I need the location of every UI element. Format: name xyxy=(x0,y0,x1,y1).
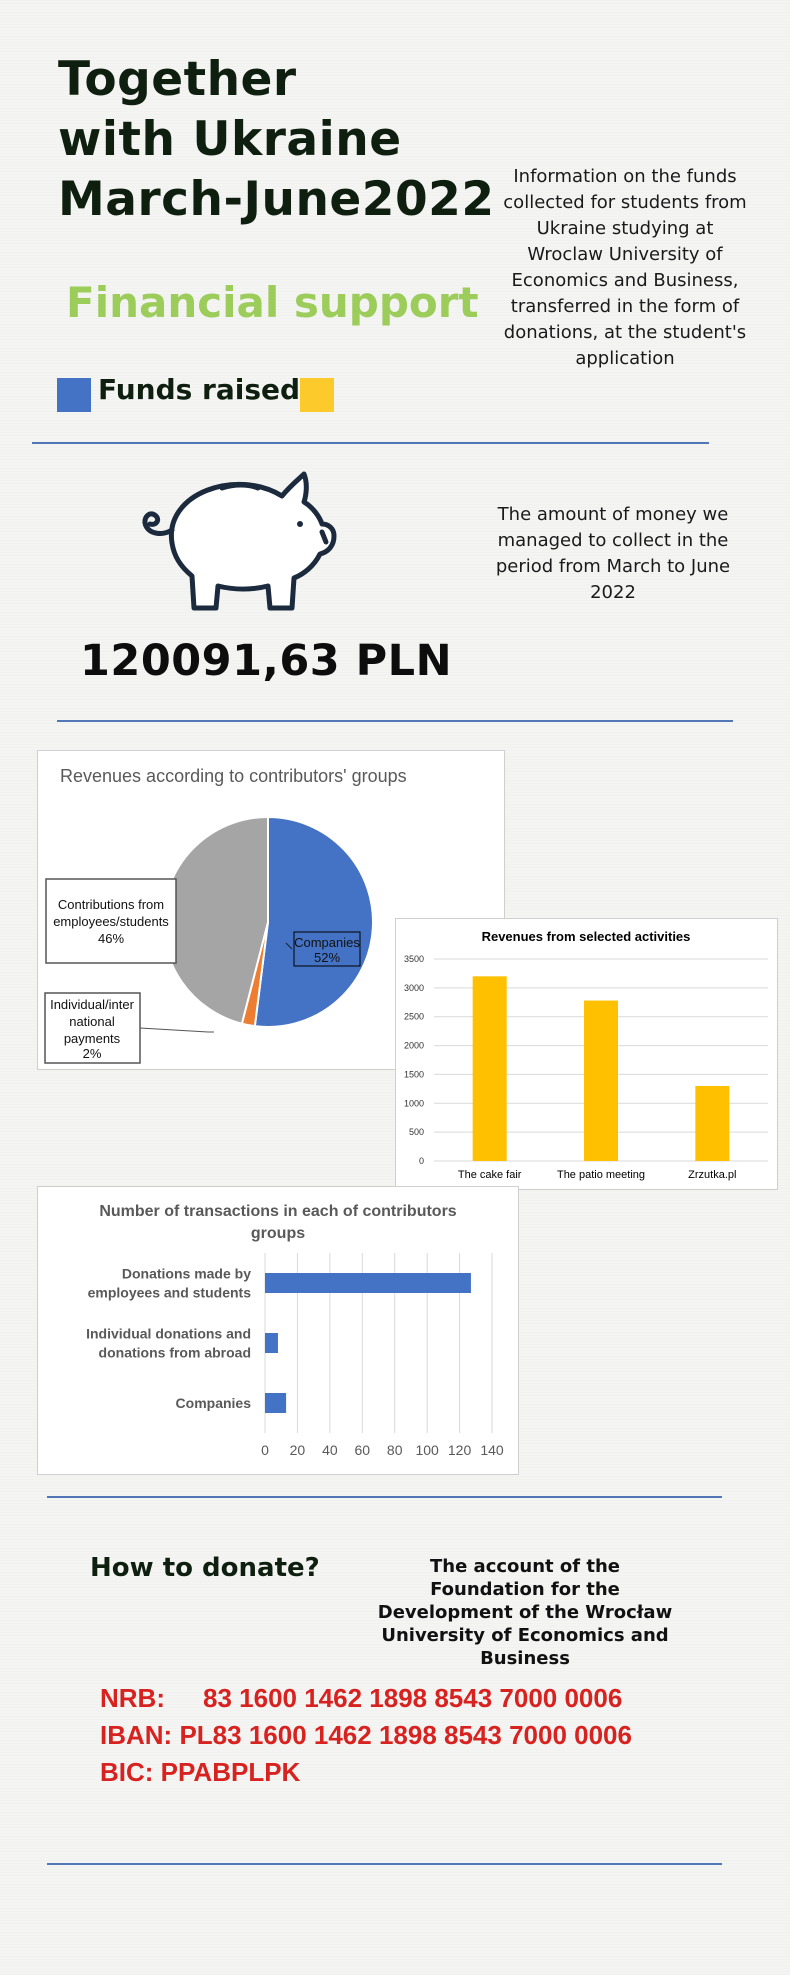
y-tick-label: employees and students xyxy=(87,1284,251,1301)
hbar-chart-card xyxy=(37,1186,519,1475)
amount-description: The amount of money we managed to collect in the period from March to June 2022 xyxy=(495,504,731,603)
donate-heading: How to donate? xyxy=(90,1553,320,1583)
nrb-label: NRB: xyxy=(100,1683,165,1713)
slice-label: national xyxy=(69,1014,115,1029)
leader-line xyxy=(140,1028,214,1032)
amount-value: 120091,63 PLN xyxy=(80,636,453,686)
divider xyxy=(57,720,733,722)
y-tick-label: Donations made by xyxy=(121,1265,251,1282)
x-tick-label: 80 xyxy=(386,1442,403,1458)
nrb-number: 83 1600 1462 1898 8543 7000 0006 xyxy=(203,1683,623,1713)
slice-value: 2% xyxy=(82,1046,102,1061)
bic-row xyxy=(100,1757,300,1788)
piggy-bank-icon xyxy=(122,458,342,628)
slice-label: Individual/inter xyxy=(50,997,134,1012)
x-tick-label: 60 xyxy=(354,1442,371,1458)
bar xyxy=(695,1086,729,1161)
account-title: The account of the Foundation for the Development of the Wrocław University of Economics and Business xyxy=(377,1556,673,1669)
nrb-row xyxy=(100,1683,622,1714)
intro-text: Information on the funds collected for students from Ukraine studying at Wroclaw University of Economics and Business, transferred in the form of donations, at the student's application xyxy=(503,166,747,369)
y-tick-label: 2000 xyxy=(403,1040,424,1051)
pie-slice xyxy=(255,817,373,1027)
x-tick-label: 0 xyxy=(261,1442,269,1458)
hbar-chart xyxy=(38,1187,518,1474)
x-tick-label: 40 xyxy=(322,1442,338,1458)
slice-label: employees/students xyxy=(53,914,169,929)
iban-row xyxy=(100,1720,632,1751)
y-tick-label: 2500 xyxy=(403,1011,424,1022)
x-tick-label: Zrzutka.pl xyxy=(688,1169,737,1181)
x-tick-label: The patio meeting xyxy=(556,1169,646,1181)
slice-label: Companies xyxy=(294,935,360,950)
slice-value: 52% xyxy=(313,950,341,965)
bar-chart-card xyxy=(395,918,778,1190)
y-tick-label: 0 xyxy=(418,1156,424,1166)
bic-code: PPABPLPK xyxy=(160,1757,301,1787)
bar xyxy=(265,1333,278,1353)
slice-label: payments xyxy=(63,1031,121,1046)
slice-label: Contributions from xyxy=(57,897,165,912)
divider xyxy=(47,1496,722,1498)
x-tick-label: 20 xyxy=(289,1442,306,1458)
iban-number: PL83 1600 1462 1898 8543 7000 0006 xyxy=(179,1720,632,1750)
page-title: Together with Ukraine March-June2022 xyxy=(58,52,495,227)
y-tick-label: 1000 xyxy=(403,1098,424,1109)
financial-support-heading: Financial support xyxy=(66,278,479,327)
y-tick-label: 3000 xyxy=(403,982,424,993)
y-tick-label: Individual donations and xyxy=(86,1325,251,1342)
y-tick-label: donations from abroad xyxy=(98,1344,251,1361)
divider xyxy=(32,442,709,444)
chart-title: groups xyxy=(250,1225,306,1242)
bar xyxy=(473,976,507,1161)
x-tick-label: 100 xyxy=(415,1442,439,1458)
x-tick-label: 140 xyxy=(480,1442,504,1458)
bar xyxy=(265,1273,471,1293)
bar xyxy=(265,1393,286,1413)
bar xyxy=(584,1001,618,1161)
chart-title: Revenues according to contributors' groups xyxy=(60,766,407,786)
y-tick-label: 1500 xyxy=(403,1069,424,1080)
iban-label: IBAN: xyxy=(100,1720,173,1750)
legend-blue-swatch xyxy=(57,378,91,412)
divider xyxy=(47,1863,722,1865)
y-tick-label: 500 xyxy=(408,1127,424,1138)
slice-value: 46% xyxy=(97,931,125,946)
y-tick-label: Companies xyxy=(175,1395,251,1411)
x-tick-label: 120 xyxy=(447,1442,472,1458)
legend-yellow-swatch xyxy=(300,378,334,412)
legend-label: Funds raised xyxy=(98,373,301,406)
y-tick-label: 3500 xyxy=(403,954,424,964)
bar-chart xyxy=(396,919,777,1189)
x-tick-label: The cake fair xyxy=(457,1169,522,1181)
bic-label: BIC: xyxy=(100,1757,154,1787)
chart-title: Number of transactions in each of contributors xyxy=(99,1203,457,1220)
chart-title: Revenues from selected activities xyxy=(481,929,691,944)
